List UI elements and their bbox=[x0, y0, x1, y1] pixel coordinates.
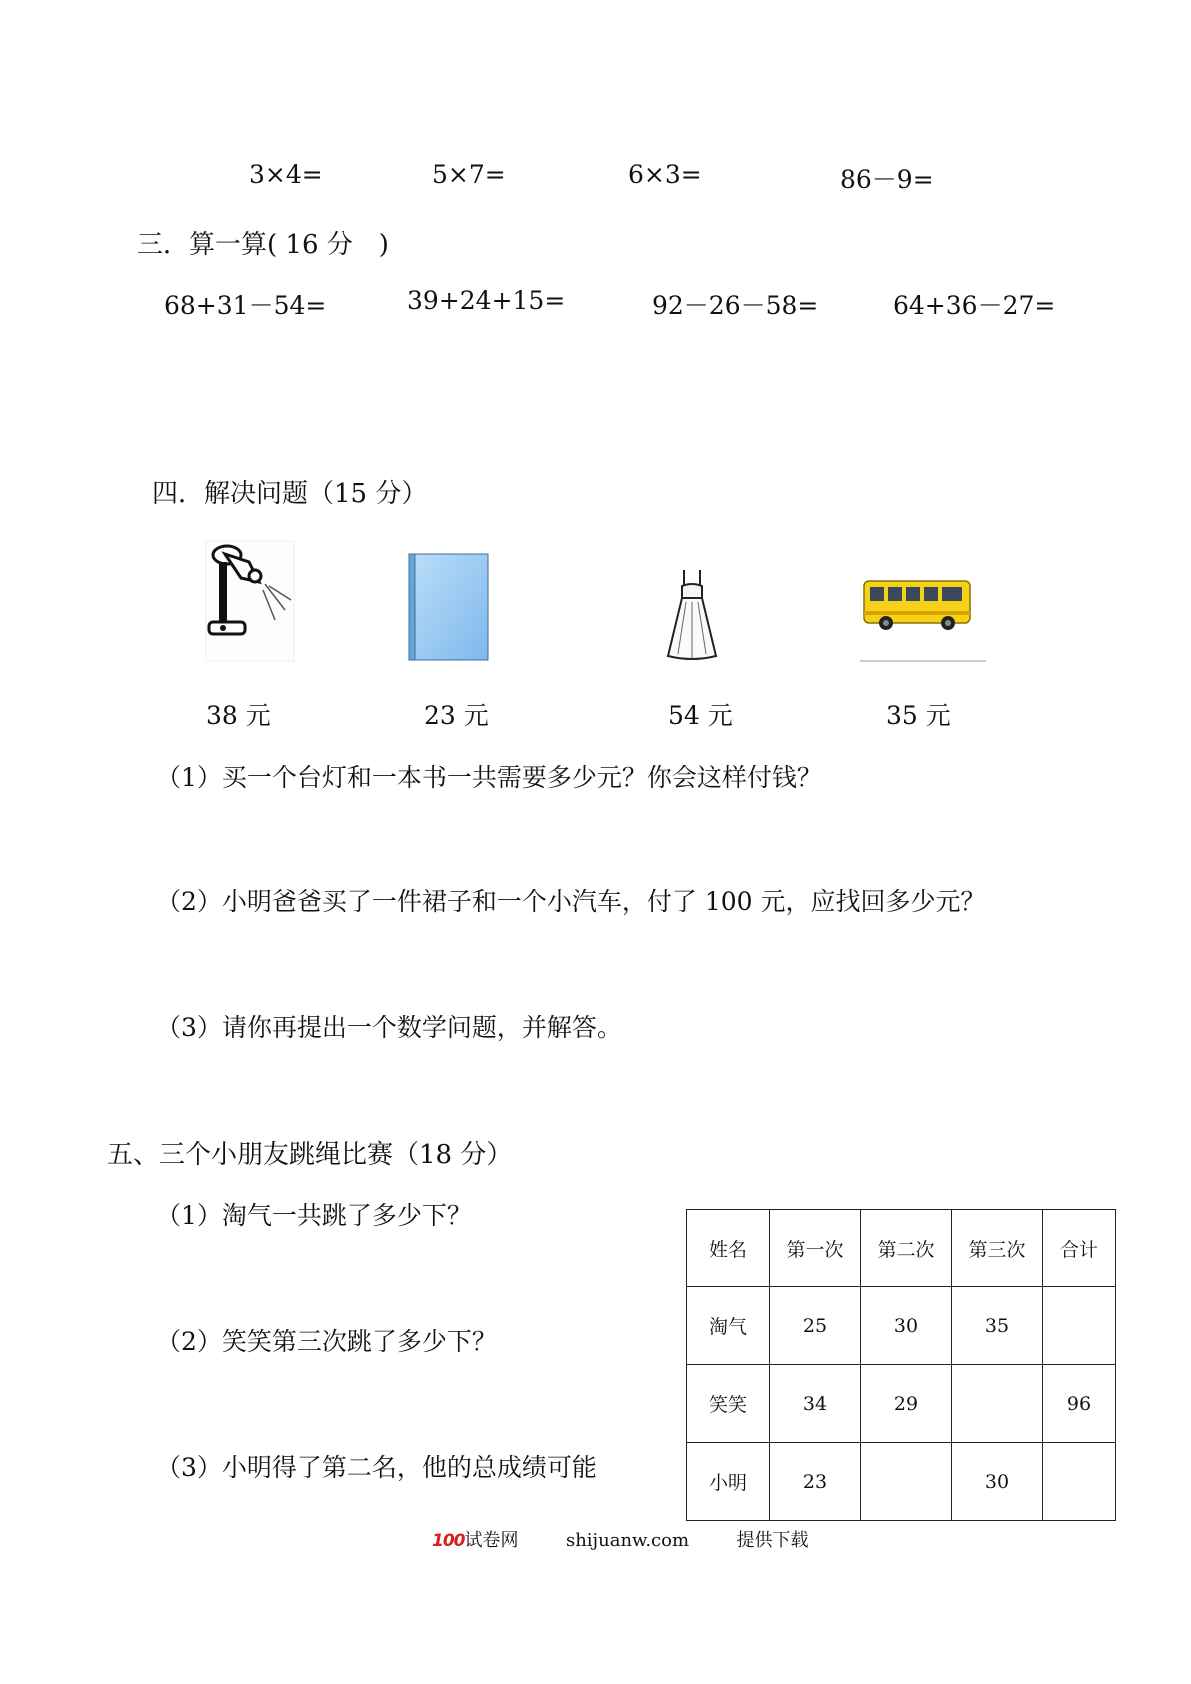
table-cell bbox=[952, 1365, 1043, 1443]
question-4-3: （3）请你再提出一个数学问题，并解答。 bbox=[156, 1013, 622, 1042]
calc-problem-4: 64+36－27= bbox=[893, 291, 1056, 320]
site-name: 试卷网 bbox=[464, 1530, 519, 1551]
bus-icon bbox=[860, 563, 986, 665]
header-cell: 姓名 bbox=[687, 1210, 770, 1287]
table-cell bbox=[1043, 1287, 1116, 1365]
section-3-title: 三．算一算( 16 分 ) bbox=[137, 230, 389, 260]
book-price: 23 元 bbox=[424, 701, 489, 730]
table-cell: 笑笑 bbox=[687, 1365, 770, 1443]
section-4-title: 四．解决问题（15 分） bbox=[152, 479, 428, 509]
footer-tagline: 提供下载 bbox=[736, 1530, 809, 1551]
table-cell bbox=[1043, 1443, 1116, 1521]
lamp-price: 38 元 bbox=[206, 701, 271, 730]
table-cell: 34 bbox=[770, 1365, 861, 1443]
jump-rope-table bbox=[686, 1209, 1116, 1521]
equation-4: 86－9= bbox=[840, 165, 934, 194]
table-cell: 25 bbox=[770, 1287, 861, 1365]
header-cell: 第二次 bbox=[861, 1210, 952, 1287]
book-icon bbox=[408, 553, 490, 663]
dress-price: 54 元 bbox=[668, 701, 733, 730]
header-cell: 第三次 bbox=[952, 1210, 1043, 1287]
table-header-row bbox=[687, 1210, 1116, 1287]
question-5-2: （2）笑笑第三次跳了多少下？ bbox=[156, 1327, 497, 1356]
table-cell: 小明 bbox=[687, 1443, 770, 1521]
desk-lamp-icon bbox=[205, 540, 295, 662]
site-logo: 100 bbox=[432, 1531, 465, 1551]
question-5-3: （3）小明得了第二名，他的总成绩可能 bbox=[156, 1453, 597, 1482]
bus-price: 35 元 bbox=[886, 701, 951, 730]
table-cell: 30 bbox=[861, 1287, 952, 1365]
table-cell: 淘气 bbox=[687, 1287, 770, 1365]
question-4-1: （1）买一个台灯和一本书一共需要多少元？你会这样付钱？ bbox=[156, 763, 822, 792]
table-row bbox=[687, 1365, 1116, 1443]
table-cell: 29 bbox=[861, 1365, 952, 1443]
site-domain[interactable]: shijuanw.com bbox=[565, 1530, 690, 1551]
calc-problem-2: 39+24+15= bbox=[407, 286, 566, 315]
table-cell: 23 bbox=[770, 1443, 861, 1521]
question-4-2: （2）小明爸爸买了一件裙子和一个小汽车，付了 100 元，应找回多少元？ bbox=[156, 887, 986, 916]
section-5-title: 五、三个小朋友跳绳比赛（18 分） bbox=[107, 1140, 513, 1170]
equation-1: 3×4= bbox=[249, 160, 323, 189]
header-cell: 合计 bbox=[1043, 1210, 1116, 1287]
header-cell: 第一次 bbox=[770, 1210, 861, 1287]
question-5-1: （1）淘气一共跳了多少下？ bbox=[156, 1201, 472, 1230]
table-cell: 30 bbox=[952, 1443, 1043, 1521]
table-row bbox=[687, 1443, 1116, 1521]
dress-icon bbox=[664, 568, 720, 662]
calc-problem-3: 92－26－58= bbox=[652, 291, 819, 320]
calc-problem-1: 68+31－54= bbox=[164, 291, 327, 320]
table-cell: 35 bbox=[952, 1287, 1043, 1365]
table-cell bbox=[861, 1443, 952, 1521]
table-cell: 96 bbox=[1043, 1365, 1116, 1443]
table-row bbox=[687, 1287, 1116, 1365]
equation-2: 5×7= bbox=[432, 160, 506, 189]
footer bbox=[432, 1526, 809, 1552]
equation-3: 6×3= bbox=[628, 160, 702, 189]
